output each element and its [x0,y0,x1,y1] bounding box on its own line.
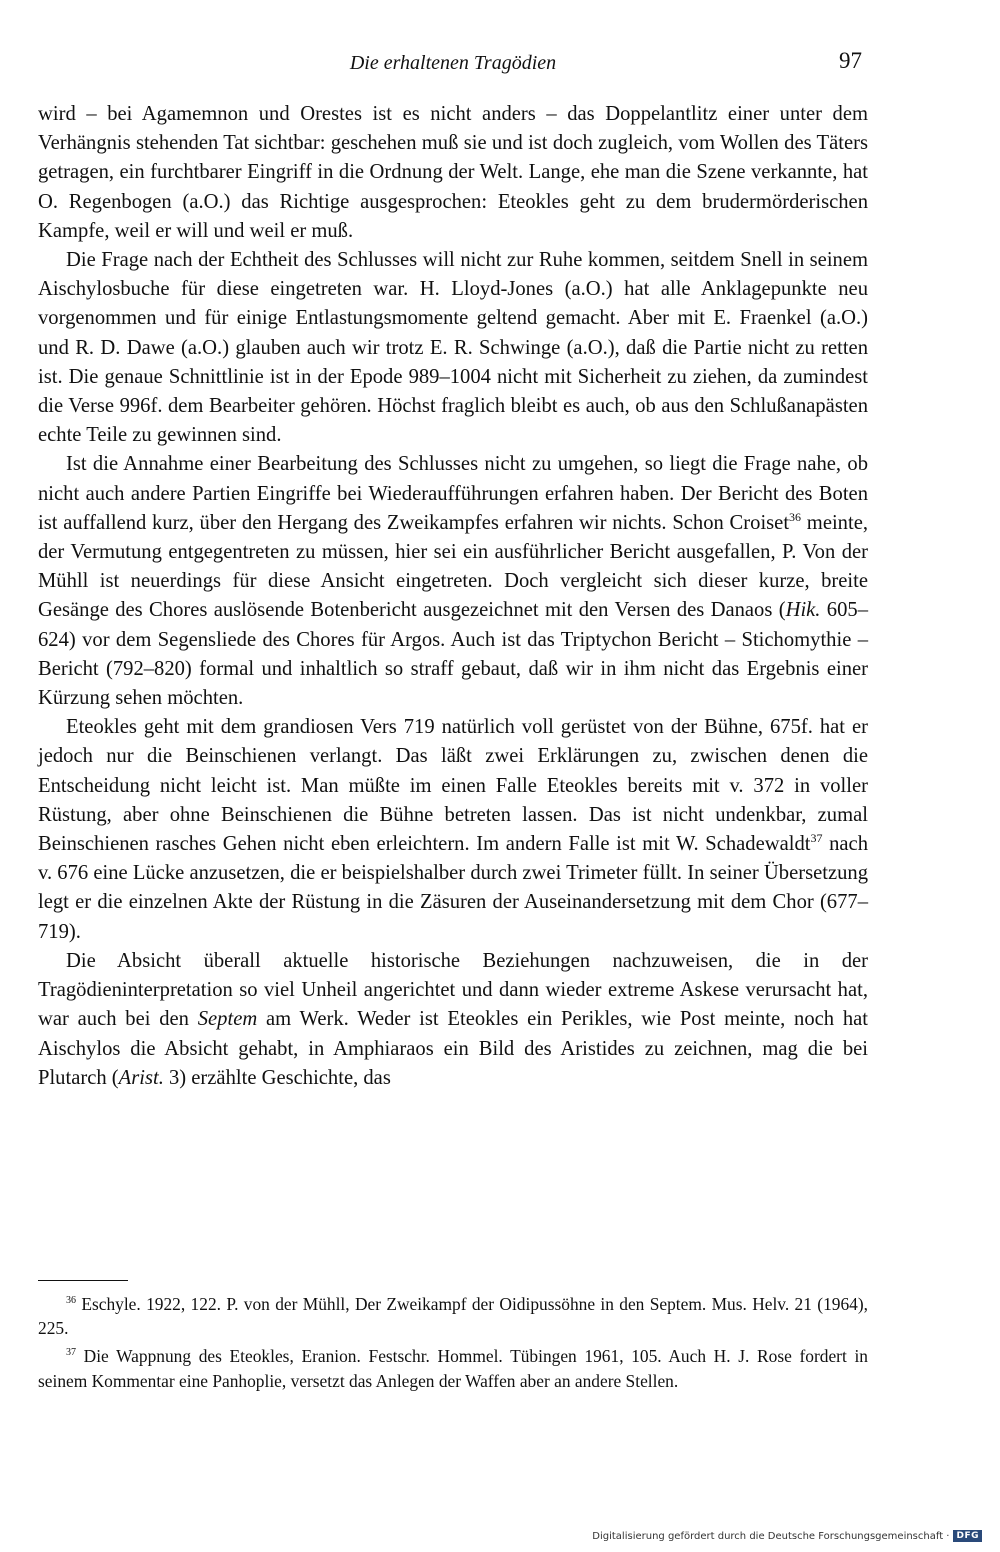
footnotes [38,1292,868,1397]
page-number: 97 [839,48,862,73]
paragraph-2: Die Frage nach der Echtheit des Schlusses will nicht zur Ruhe kommen, seitdem Snell in seinem Aischylosbuche für diese eingetreten war. H. Lloyd-Jones (a.O.) hat alle Anklagepunkte neu vorgenommen und für einige Entlastungsmomente geltend gemacht. Aber mit E. Fraenkel (a.O.) und R. D. Dawe (a.O.) glauben auch wir trotz E. R. Schwinge (a.O.), daß die Partie nicht zu retten ist. Die genaue Schnittlinie ist in der Epode 989–1004 nicht mit Sicherheit zu ziehen, da zumindest die Verse 996f. dem Bearbeiter gehören. Höchst fraglich bleibt es auch, ob aus den Schlußanapästen echte Teile zu gewinnen sind. [38,249,868,447]
body-text [38,100,868,1093]
paragraph-4: Eteokles geht mit dem grandiosen Vers 719 natürlich voll gerüstet von der Bühne, 675f. hat er jedoch nur die Beinschienen verlangt. Das läßt zwei Erklärungen zu, zwischen denen die Entscheidung nicht leicht ist. Man müßte im einen Falle Eteokles bereits mit v. 372 in voller Rüstung, aber ohne Beinschienen die Bühne betreten lassen. Das ist nicht undenkbar, zumal Beinschienen rasches Gehen nicht eben erleichtern. Im andern Falle ist mit W. Schadewaldt$^{37}$ nach v. 676 eine Lücke anzusetzen, die er beispielshalber durch zwei Trimeter füllt. In seiner Übersetzung legt er die einzelnen Akte der Rüstung in die Zäsuren der Auseinandersetzung mit dem Chor (677–719). [38,716,868,943]
paragraph-3: Ist die Annahme einer Bearbeitung des Schlusses nicht zu umgehen, so liegt die Frage nahe, ob nicht auch andere Partien Eingriffe bei Wiederaufführungen erfahren haben. Der Bericht des Boten ist auffallend kurz, über den Hergang des Zweikampfes erfahren wir nichts. Schon Croiset$^{36}$ meinte, der Vermutung entgegentreten zu müssen, hier sei ein ausführlicher Bericht ausgefallen, P. Von der Mühll ist neuerdings für diese Ansicht eingetreten. Doch vergleicht sich dieser kurze, breite Gesänge des Chores auslösende Botenbericht ausgezeichnet mit den Versen des Danaos (Hik. 605–624) vor dem Segensliede des Chores für Argos. Auch ist das Triptychon Bericht – Stichomythie – Bericht (792–820) formal und inhaltlich so straff gebaut, daß wir in ihm nicht das Ergebnis einer Kürzung sehen möchten. [38,453,868,710]
paragraph-5: Die Absicht überall aktuelle historische Beziehungen nachzuweisen, die in der Tragödieninterpretation so viel Unheil angerichtet und dann wieder extreme Askese verursacht hat, war auch bei den Septem am Werk. Weder ist Eteokles ein Perikles, wie Post meinte, noch hat Aischylos die Absicht gehabt, in Amphiaraos ein Bild des Aristides zu zeichnen, mag die bei Plutarch (Arist. 3) erzählte Geschichte, das [38,949,869,1089]
running-header [38,48,868,84]
running-title: Die erhaltenen Tragödien [349,52,557,74]
footnote-divider [38,1280,128,1281]
credit-text: Digitalisierung gefördert durch die Deutsche Forschungsgemeinschaft · [592,1530,950,1542]
footnote-ref-37[interactable]: 37 [810,831,823,846]
paragraph-1: wird – bei Agamemnon und Orestes ist es nicht anders – das Doppelantlitz einer unter dem Verhängnis stehenden Tat sichtbar: geschehen muß sie und ist doch zugleich, vom Wollen des Täters getragen, ein furchtbarer Eingriff in die Ordnung der Welt. Lange, ehe man die Szene verkannte, hat O. Regenbogen (a.O.) das Richtige ausgesprochen: Eteokles geht zu dem brudermörderischen Kampfe, weil er will und weil er muß. [38,103,868,242]
digitization-credit [592,1530,982,1542]
footnote-ref-36[interactable]: 36 [789,509,802,524]
footnote-37: $^{37}$ Die Wappnung des Eteokles, Eranion. Festschr. Hommel. Tübingen 1961, 105. Auch H. J. Rose fordert in seinem Kommentar eine Panhoplie, versetzt das Anlegen der Waffen aber an andere Stellen. [38,1346,868,1391]
footnote-mark-36: 36 [66,1295,76,1307]
footnote-36: $^{36}$ Eschyle. 1922, 122. P. von der Mühll, Der Zweikampf der Oidipussöhne in den Septem. Mus. Helv. 21 (1964), 225. [38,1294,868,1339]
dfg-logo-icon: DFG [953,1530,982,1542]
footnote-mark-37: 37 [66,1347,76,1359]
